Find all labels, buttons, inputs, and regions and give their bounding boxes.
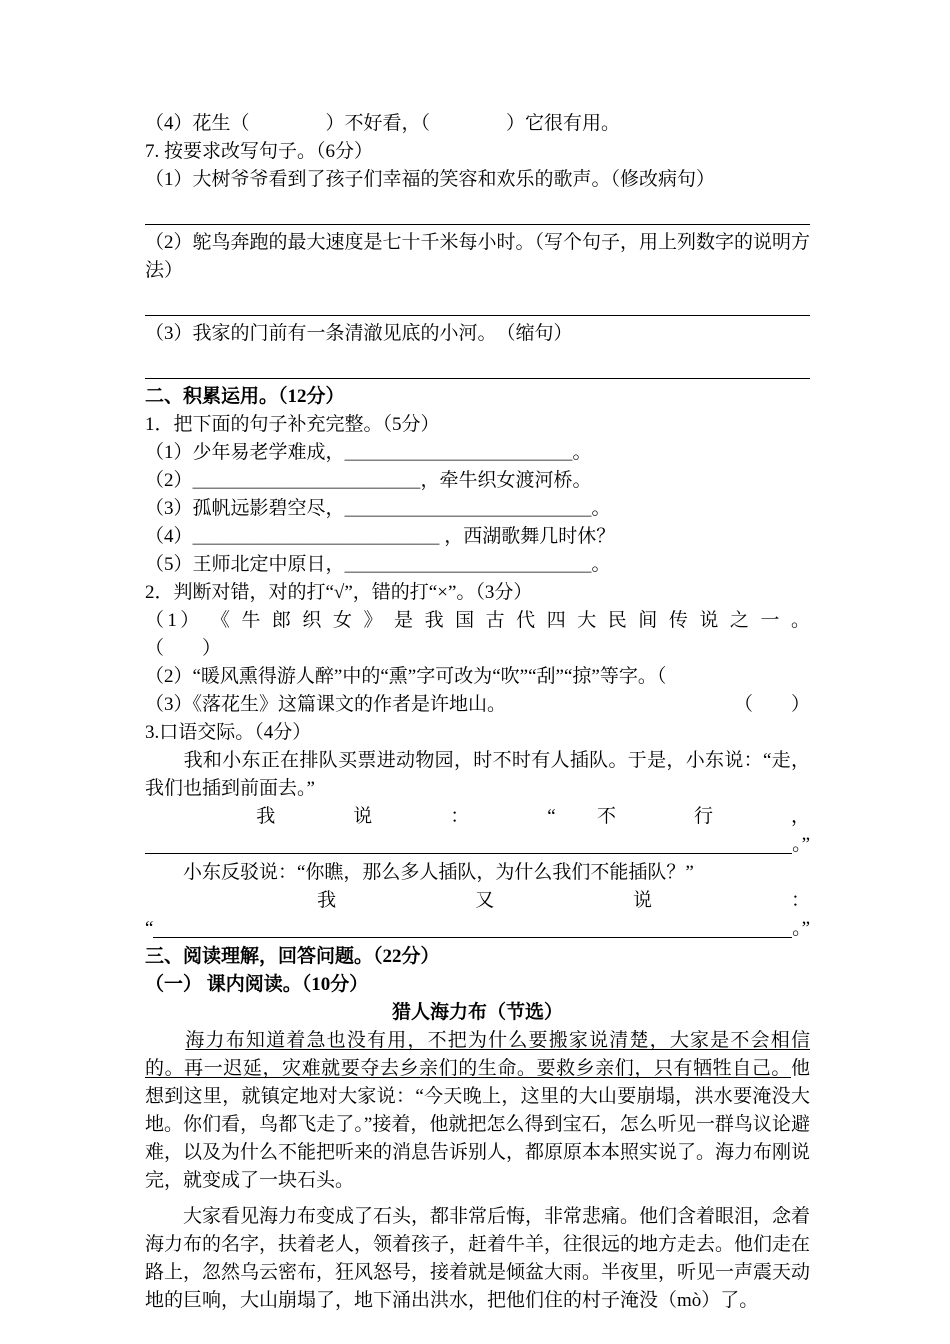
answer-blank-3 [145, 348, 810, 379]
s2-q2-item1: （1） 《 牛 郎 织 女 》 是 我 国 古 代 四 大 民 间 传 说 之 一 。 [145, 610, 810, 631]
section2-heading: 二、积累运用。（12分） [145, 386, 345, 407]
s2-q1-item3: （3）孤帆远影碧空尽，＿＿＿＿＿＿＿＿＿＿＿＿＿。 [145, 498, 611, 519]
s2-q1-heading: 1．把下面的句子补充完整。（5分） [145, 414, 440, 435]
s2-q1-item1: （1）少年易老学难成，＿＿＿＿＿＿＿＿＿＿＿＿。 [145, 442, 592, 463]
q7-sub1: （1）大树爷爷看到了孩子们幸福的笑容和欢乐的歌声。（修改病句） [145, 169, 716, 190]
s2-q3-heading: 3.口语交际。（4分） [145, 722, 312, 743]
text-span [145, 1030, 185, 1051]
s2-q1-item5: （5）王师北定中原日，＿＿＿＿＿＿＿＿＿＿＿＿＿。 [145, 554, 611, 575]
text-span: “ [145, 918, 154, 939]
s2-q2-item3 [145, 691, 810, 719]
s2-q3-dialog-1: 我和小东正在排队买票进动物园，时不时有人插队。于是，小东说：“走，我们也插到前面去。” [145, 750, 810, 799]
q-item-4: （4）花生（ ）不好看，（ ）它很有用。 [145, 113, 621, 134]
s2-q2-heading: 2．判断对错，对的打“√”，错的打“×”。（3分） [145, 582, 533, 603]
passage-para-2: 大家看见海力布变成了石头，都非常后悔，非常悲痛。他们含着眼泪，念着海力布的名字，扶着老人，领着孩子，赶着牛羊，往很远的地方走去。他们走在路上，忽然乌云密布，狂风怒号，接着就是倾盆大雨。半夜里，听见一声震天动地的巨响，大山崩塌了，地下涌出洪水，把他们住的村子淹没（mò）了。 [145, 1206, 811, 1311]
section3-heading: 三、阅读理解，回答问题。（22分） [145, 946, 440, 967]
text-span: 海力布知道着急也没有用，不把为什么要搬家说清楚，大家是不会相信的。再一迟延，灾难就要夺去乡亲们的生命。要救乡亲们，只有牺牲自己。 [145, 1030, 810, 1079]
answer-blank-2 [145, 285, 810, 316]
text-span: 他想到这里，就镇定地对大家说：“今天晚上，这里的大山要崩塌，洪水要淹没大地。你们看，鸟都飞走了。”接着，他就把怎么得到宝石，怎么听见一群鸟议论避难，以及为什么不能把听来的消息告诉别人，都原原本本照实说了。海力布刚说完，就变成了一块石头。 [145, 1058, 811, 1191]
s2-q3-answer-1 [145, 831, 810, 859]
text-span: 。” [792, 918, 810, 939]
s2-q3-dialog-4: 我 又 说 ： [145, 890, 810, 911]
text-span: （ ） [733, 694, 810, 715]
answer-blank-1 [145, 194, 810, 225]
q7-sub3: （3）我家的门前有一条清澈见底的小河。 （缩句） [145, 323, 573, 344]
s2-q3-dialog-3: 小东反驳说：“你瞧，那么多人插队，为什么我们不能插队？” [145, 862, 694, 883]
passage-para-1 [145, 1027, 810, 1195]
answer-line [153, 915, 792, 938]
text-span: （3）《落花生》这篇课文的作者是许地山。 [145, 694, 507, 715]
passage-title: 猎人海力布（节选） [391, 1002, 563, 1023]
q7-heading: 7. 按要求改写句子。（6分） [145, 141, 374, 162]
s2-q3-answer-2 [145, 915, 810, 943]
s2-q1-item2: （2）＿＿＿＿＿＿＿＿＿＿＿＿，牵牛织女渡河桥。 [145, 470, 592, 491]
s2-q2-item1-answer: （ ） [145, 638, 222, 659]
document-body [145, 110, 810, 1315]
q7-sub2: （2）鸵鸟奔跑的最大速度是七十千米每小时。（写个句子，用上列数字的说明方法） [145, 232, 811, 281]
s2-q1-item4: （4）＿＿＿＿＿＿＿＿＿＿＿＿＿ ，西湖歌舞几时休？ [145, 526, 616, 547]
s3-part1-heading: （一） 课内阅读。（10分） [145, 974, 369, 995]
text-span: 。” [792, 834, 810, 855]
s2-q2-item2: （2）“暖风熏得游人醉”中的“熏”字可改为“吹”“刮”“掠”等字。（ [145, 666, 667, 687]
answer-line [145, 831, 792, 854]
s2-q3-dialog-2: 我 说 ： “ 不 行 ， [145, 806, 810, 827]
